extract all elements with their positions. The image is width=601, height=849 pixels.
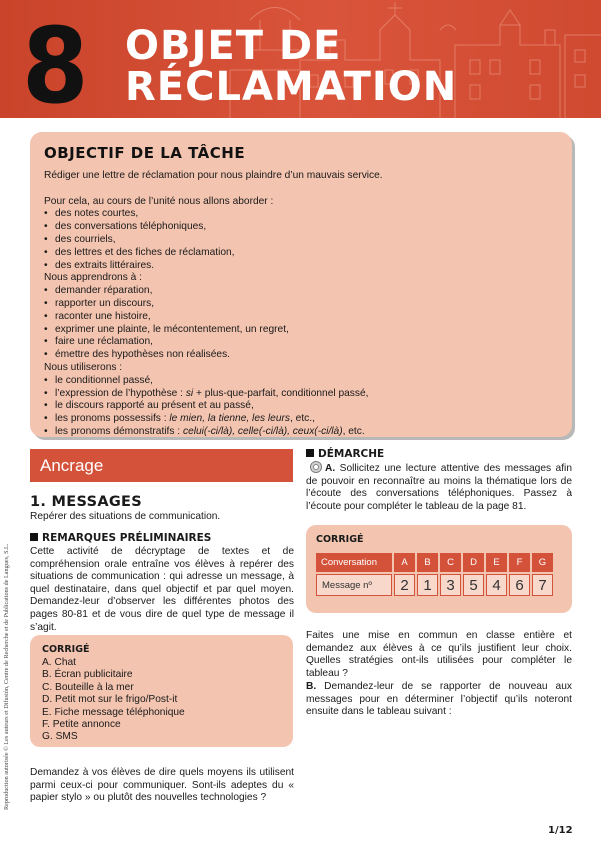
corrige-table-box xyxy=(306,525,572,613)
table-header-cell: C xyxy=(440,553,461,572)
header-banner xyxy=(0,0,601,118)
table-header-cell: E xyxy=(486,553,507,572)
corrige-title: CORRIGÉ xyxy=(316,534,364,545)
item-text: , etc. xyxy=(342,425,365,437)
paragraph-label: B. xyxy=(306,681,317,692)
table-header-cell: G xyxy=(532,553,553,572)
paragraph-label: A. xyxy=(325,463,336,474)
list-item xyxy=(44,413,558,426)
table-header-label: Conversation xyxy=(316,553,392,572)
table-row-label: Message nº xyxy=(316,574,392,596)
item-text: + plus-que-parfait, conditionnel passé, xyxy=(193,387,369,399)
objective-content xyxy=(44,170,558,439)
mise-en-commun-text: Faites une mise en commun en classe entière et demandez aux élèves à ce qu’ils justifient leur choix. Quelles stratégies ont-ils utilisées pour compléter le tableau ? xyxy=(306,630,572,679)
list-item: • demander réparation, xyxy=(44,285,558,298)
objective-title: OBJECTIF DE LA TÂCHE xyxy=(44,144,246,162)
list-item: • faire une réclamation, xyxy=(44,336,558,349)
list-item: B. Écran publicitaire xyxy=(42,669,133,681)
ancrage-header: Ancrage xyxy=(30,449,293,482)
item-emphasis: si xyxy=(185,387,194,399)
learn-lead: Nous apprendrons à : xyxy=(44,272,142,284)
table-header-cell: B xyxy=(417,553,438,572)
list-item: • des conversations téléphoniques, xyxy=(44,221,558,234)
list-item: • rapporter un discours, xyxy=(44,298,558,311)
table-cell: 4 xyxy=(486,574,507,596)
corrige-box xyxy=(30,635,293,747)
section-title: 1. MESSAGES xyxy=(30,494,142,510)
table-cell: 3 xyxy=(440,574,461,596)
item-text: l’expression de l’hypothèse : xyxy=(55,387,186,399)
table-cell: 1 xyxy=(417,574,438,596)
chapter-title xyxy=(125,23,458,110)
list-item: • émettre des hypothèses non réalisées. xyxy=(44,349,558,362)
corrige-list xyxy=(42,657,281,744)
table-header-cell: F xyxy=(509,553,530,572)
item-text: les pronoms démonstratifs : xyxy=(55,425,183,437)
list-item: • raconter une histoire, xyxy=(44,311,558,324)
list-item: • le conditionnel passé, xyxy=(44,375,558,388)
table-cell: 6 xyxy=(509,574,530,596)
remarques-title: REMARQUES PRÉLIMINAIRES xyxy=(42,532,212,544)
list-item: • des extraits littéraires. xyxy=(44,260,558,273)
list-item: • des courriels, xyxy=(44,234,558,247)
item-text: les pronoms possessifs : xyxy=(55,413,170,425)
list-item: C. Bouteille à la mer xyxy=(42,681,134,693)
list-item: D. Petit mot sur le frigo/Post-it xyxy=(42,694,178,706)
list-item: • le discours rapporté au présent et au passé, xyxy=(44,400,558,413)
demarche-heading xyxy=(306,448,384,460)
list-item: • des lettres et des fiches de réclamation, xyxy=(44,247,558,260)
list-item: • exprimer une plainte, le mécontentement, un regret, xyxy=(44,324,558,337)
list-item: E. Fiche message téléphonique xyxy=(42,706,185,718)
list-item xyxy=(44,426,558,439)
moyens-text: Demandez à vos élèves de dire quels moyens ils utilisent parmi ceux-ci pour communiquer. Sont-ils adeptes du « papier stylo » ou plutôt des nouvelles technologies ? xyxy=(30,767,294,804)
table-cell: 2 xyxy=(394,574,415,596)
paragraph-b xyxy=(306,681,572,719)
conversation-table xyxy=(314,551,555,598)
chapter-title-line2: RÉCLAMATION xyxy=(125,64,458,110)
chapter-title-line1: OBJET DE xyxy=(125,23,342,69)
copyright-credit xyxy=(3,540,15,810)
table-header-cell: A xyxy=(394,553,415,572)
cd-audio-icon xyxy=(310,461,322,473)
item-emphasis: celui(-ci/là), celle(-ci/là), ceux(-ci/là) xyxy=(182,425,343,437)
section-subtitle: Repérer des situations de communication. xyxy=(30,511,221,522)
square-bullet-icon xyxy=(30,533,38,541)
list-item: F. Petite annonce xyxy=(42,719,121,731)
use-lead: Nous utiliserons : xyxy=(44,361,123,373)
objective-box xyxy=(30,132,572,437)
table-row xyxy=(316,574,553,596)
copyright-text: Reproduction autorisée © Les auteurs et Difusión, Centre de Recherche et de Publications de Langues, S.L. xyxy=(3,543,10,810)
table-header-row xyxy=(316,553,553,572)
list-item: A. Chat xyxy=(42,657,76,668)
list-item xyxy=(44,388,558,401)
unit-lead: Pour cela, au cours de l’unité nous allons aborder : xyxy=(44,195,274,207)
learn-list xyxy=(44,285,558,362)
chapter-number: 8 xyxy=(22,5,85,118)
table-header-cell: D xyxy=(463,553,484,572)
unit-list xyxy=(44,208,558,272)
use-list xyxy=(44,375,558,439)
paragraph-text: Demandez-leur de se rapporter de nouveau aux messages pour en déterminer l’objectif qu’ils noteront ensuite dans le tableau suivant : xyxy=(306,681,572,718)
list-item: • des notes courtes, xyxy=(44,208,558,221)
list-item: G. SMS xyxy=(42,731,78,743)
page-number: 1/12 xyxy=(548,825,573,836)
objective-intro: Rédiger une lettre de réclamation pour nous plaindre d’un mauvais service. xyxy=(44,170,383,181)
remarques-heading xyxy=(30,532,211,544)
paragraph-text: Sollicitez une lecture attentive des messages afin de pouvoir en reconnaître au moins la thématique lors de l’écoute des conversations téléphoniques. Passez à l’écoute pour compléter le tableau de la page 81. xyxy=(306,463,572,512)
remarques-text: Cette activité de décryptage de textes et de compréhension orale entraîne vos élèves à repérer des situations de communication : qui adresse un message, à quel destinataire, dans quel objectif et par quel moyen. Demandez-leur d’observer les différentes photos des pages 80-81 et de vous dire de quel type de message il s’agit. xyxy=(30,546,294,633)
table-cell: 5 xyxy=(463,574,484,596)
square-bullet-icon xyxy=(306,449,314,457)
paragraph-a xyxy=(306,461,572,513)
table-cell: 7 xyxy=(532,574,553,596)
item-emphasis: le mien, la tienne, les leurs xyxy=(169,413,290,425)
item-text: , etc., xyxy=(290,413,315,425)
corrige-title: CORRIGÉ xyxy=(42,644,90,655)
demarche-title: DÉMARCHE xyxy=(318,448,385,460)
